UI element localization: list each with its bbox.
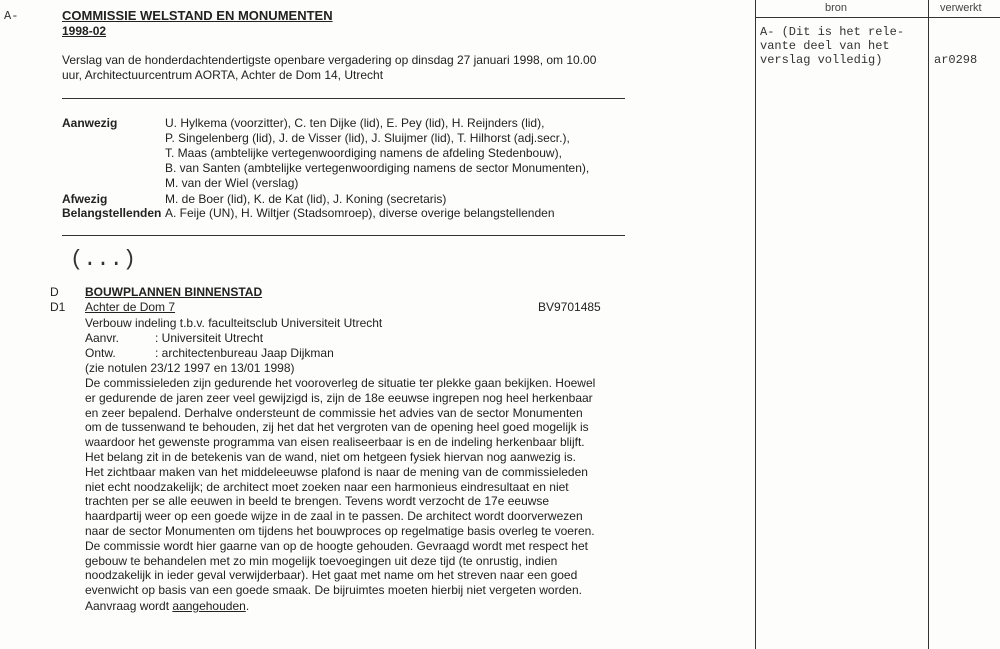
margin-mark: A- [4, 9, 19, 23]
table-header-border [755, 17, 1000, 18]
column-header-source: bron [825, 2, 848, 14]
body-line: waardoor het gewenste programma van eisen realiseerbaar is en de indeling herkenbaar blijft. [85, 435, 585, 450]
body-line: Het belang zit in de betekenis van de wand, niet om hetgeen fysiek hiervan nog aanwezig is. [85, 450, 576, 464]
source-line: verslag volledig) [760, 53, 883, 67]
source-line: A- (Dit is het rele- [760, 25, 905, 39]
present-line: P. Singelenberg (lid), J. de Visser (lid), J. Sluijmer (lid), T. Hilhorst (adj.secr.), [165, 131, 570, 145]
body-line: De commissie wordt hier gaarne van op de hoogte gehouden. Gevraagd wordt met respect het [85, 538, 588, 553]
present-label: Aanwezig [62, 116, 118, 130]
body-line: niet echt noodzakelijk; de architect moet zoeken naar een harmonieus eindresultaat en niet [85, 479, 569, 494]
designer: : architectenbureau Jaap Dijkman [155, 346, 334, 360]
intro-line: Verslag van de honderdachtendertigste openbare vergadering op dinsdag 27 januari 1998, om 10.00 [62, 53, 597, 67]
intro-line: uur, Architectuurcentrum AORTA, Achter de Dom 14, Utrecht [62, 68, 384, 82]
present-line: T. Maas (ambtelijke vertegenwoordiging namens de afdeling Stedenbouw), [165, 146, 562, 160]
table-border [928, 0, 929, 649]
interested-text: A. Feije (UN), H. Wiltjer (Stadsomroep), diverse overige belangstellenden [165, 206, 555, 220]
item-description: Verbouw indeling t.b.v. faculteitsclub Universiteit Utrecht [85, 316, 383, 330]
final-decision-line [85, 599, 249, 613]
applicant: : Universiteit Utrecht [155, 331, 264, 345]
document-number: 1998-02 [62, 24, 107, 38]
body-line: De commissieleden zijn gedurende het vooroverleg de situatie ter plekke gaan bekijken. Hoewel [85, 376, 596, 390]
designer-label: Ontw. [85, 346, 116, 360]
body-line: om de tussenwand te behouden, zij het dat het vergroten van de opening heel goed mogelijk is [85, 420, 589, 435]
table-border [755, 0, 756, 649]
source-line: vante deel van het [760, 39, 890, 53]
body-line: gebouw te behandelen met zo min mogelijk toevoegingen uit deze tijd (te onrustig, indien [85, 553, 558, 568]
final-decision: aangehouden [172, 599, 246, 613]
processed-code: ar0298 [934, 53, 978, 67]
body-line: haardpartij weer op een goede wijze in de zaal in te passen. De architect wordt doorverwezen [85, 509, 583, 524]
body-line: naar de sector Monumenten om tijdens het bouwproces op regelmatige basis overleg te voeren. [85, 524, 595, 538]
absent-text: M. de Boer (lid), K. de Kat (lid), J. Koning (secretaris) [165, 192, 447, 206]
column-header-processed: verwerkt [940, 2, 982, 14]
interested-label: Belangstellenden [62, 206, 162, 220]
item-reference: BV9701485 [538, 300, 601, 314]
absent-label: Afwezig [62, 192, 108, 206]
ellipsis-mark: (...) [70, 247, 137, 272]
present-line: M. van der Wiel (verslag) [165, 176, 299, 190]
body-line: noodzakelijk in ieder geval verwijderbaar). Het gaat met name om het streven naar een goed [85, 568, 578, 583]
body-line: en zeer bepalend. Derhalve ondersteunt de commissie het advies van de sector Monumenten [85, 405, 583, 420]
item-note: (zie notulen 23/12 1997 en 13/01 1998) [85, 361, 295, 375]
present-line: B. van Santen (ambtelijke vertegenwoordiging namens de sector Monumenten), [165, 161, 590, 175]
final-suffix: . [245, 599, 250, 613]
item-title: Achter de Dom 7 [85, 300, 176, 314]
section-code: D [50, 285, 59, 299]
body-line: evenwicht op basis van een goede smaak. De bijruimtes moeten hierbij niet vergeten worden. [85, 583, 582, 598]
body-line: trachten per se alle eeuwen in beeld te brengen. Tevens wordt verzocht de 17e eeuwse [85, 494, 550, 509]
section-title: BOUWPLANNEN BINNENSTAD [85, 285, 263, 299]
divider [62, 98, 625, 99]
final-prefix: Aanvraag wordt [85, 599, 173, 613]
applicant-label: Aanvr. [85, 331, 120, 345]
present-line: U. Hylkema (voorzitter), C. ten Dijke (lid), E. Pey (lid), H. Reijnders (lid), [165, 116, 545, 130]
item-code: D1 [50, 300, 66, 314]
body-line: er gedurende de jaren zeer veel gewijzigd is, zijn de 18e eeuwse ingrepen nog heel herkenbaar [85, 390, 593, 405]
document-title: COMMISSIE WELSTAND EN MONUMENTEN [62, 8, 333, 23]
body-line: Het zichtbaar maken van het middeleeuwse plafond is naar de mening van de commissieleden [85, 464, 588, 479]
divider [62, 235, 625, 236]
